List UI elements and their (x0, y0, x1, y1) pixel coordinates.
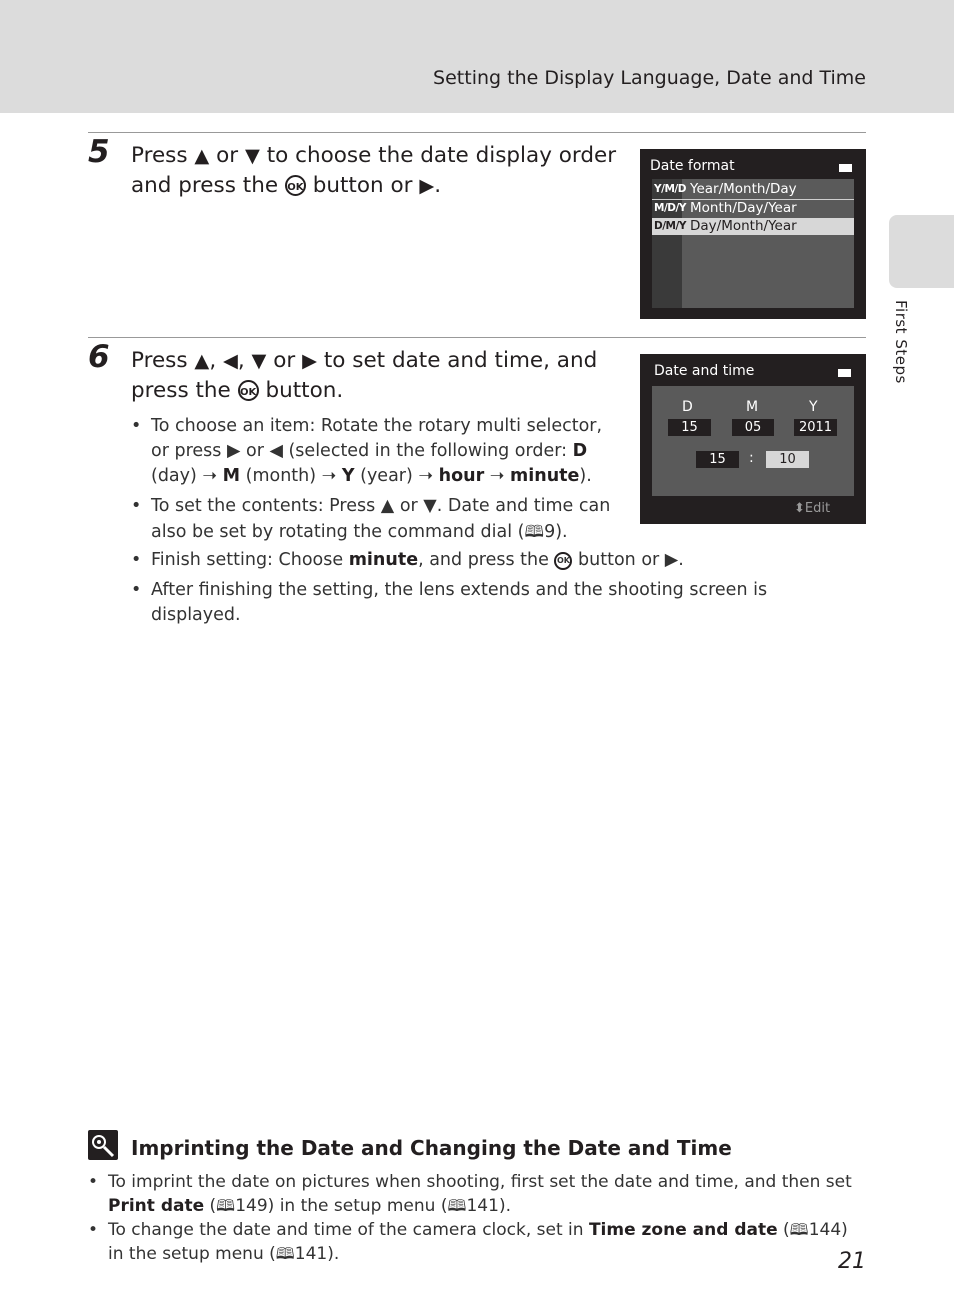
edit-label: Edit (804, 501, 831, 516)
up-arrow-icon: ▲ (194, 349, 210, 372)
day-label: D (682, 399, 693, 415)
screen-title: Date format (650, 158, 735, 174)
step6-text: to set date and time, and press the (131, 348, 598, 403)
menu-item-label: Month/Day/Year (690, 200, 797, 216)
date-time-screen (640, 354, 866, 524)
down-arrow-icon: ▼ (423, 496, 437, 516)
bold-term: M (222, 466, 241, 486)
bullet-text: ). (579, 466, 592, 486)
bullet-text: button or (572, 550, 665, 570)
up-arrow-icon: ▲ (194, 144, 210, 167)
section-label: First Steps (892, 300, 910, 384)
ymd-icon: Y/M/D (654, 183, 686, 195)
step5-text: to choose the date display order and press the (131, 143, 617, 198)
bullet-item (131, 548, 851, 573)
bullet-item (131, 578, 851, 628)
step5-number: 5 (88, 134, 110, 170)
day-field[interactable]: 15 (668, 419, 711, 436)
note-text: ). (498, 1196, 511, 1216)
note-item (88, 1218, 868, 1266)
ok-button-icon: OK (238, 380, 259, 401)
step5-text: Press (131, 143, 195, 168)
right-arrow-icon: ▶ (302, 349, 317, 372)
month-field[interactable]: 05 (732, 419, 774, 436)
bullet-item (131, 414, 611, 489)
screen-title: Date and time (654, 363, 755, 379)
year-label: Y (809, 399, 818, 415)
left-arrow-icon: ◀ (269, 441, 283, 461)
bold-term: Print date (108, 1196, 205, 1216)
step6-text: Press (131, 348, 195, 373)
ok-button-icon: OK (554, 552, 572, 570)
header-title: Setting the Display Language, Date and Time (433, 67, 866, 89)
menu-item-label: Year/Month/Day (690, 181, 797, 197)
mdy-icon: M/D/Y (654, 202, 686, 214)
menu-item-mdy[interactable] (652, 199, 854, 217)
note-text: ( (204, 1196, 217, 1216)
menu-item-dmy[interactable] (652, 218, 854, 235)
note-text: ( (777, 1220, 790, 1240)
note-text: To change the date and time of the camera clock, set in (108, 1220, 589, 1240)
note-text: To imprint the date on pictures when shooting, first set the date and time, and then set (108, 1172, 852, 1192)
bullet-text: . (678, 550, 684, 570)
bullet-text: ➝ (484, 466, 510, 486)
down-arrow-icon: ▼ (244, 144, 260, 167)
up-arrow-icon: ▲ (380, 496, 395, 516)
bullet-text: or (394, 496, 424, 516)
bullet-text: Finish setting: Choose (151, 550, 349, 570)
step5-text: . (434, 173, 442, 198)
bullet-text: or (240, 441, 270, 461)
bold-term: minute (510, 466, 580, 486)
book-reference-icon: 🕮 (789, 1220, 809, 1239)
up-down-arrow-icon: ⬍ (794, 501, 805, 516)
step6-text: or (266, 348, 303, 373)
hour-field[interactable]: 15 (696, 451, 739, 468)
step6-text: , (237, 348, 252, 373)
page-reference: 144 (808, 1220, 842, 1240)
menu-item-ymd[interactable] (652, 181, 854, 198)
page-header (0, 0, 954, 113)
dmy-icon: D/M/Y (654, 220, 686, 232)
step6-bullets-wide (131, 548, 851, 633)
page-reference: 141 (466, 1196, 499, 1216)
bold-term: hour (438, 466, 485, 486)
ok-button-icon: OK (285, 175, 306, 196)
camera-tips-icon-graphic (88, 1130, 118, 1160)
step5-text: button or (305, 173, 420, 198)
left-arrow-icon: ◀ (222, 349, 238, 372)
time-separator: : (749, 450, 754, 466)
step5-instruction (131, 141, 621, 201)
bullet-text: To choose an item: Rotate the rotary multi selector, or press (151, 416, 603, 461)
step6-instruction (131, 346, 621, 406)
year-field[interactable]: 2011 (794, 419, 837, 436)
bullet-text: , and press the (418, 550, 555, 570)
step6-text: , (209, 348, 223, 373)
bold-term: D (572, 441, 588, 461)
step6-number: 6 (88, 339, 110, 375)
bullet-text: . Date and time can also be set by rotating the command dial ( (151, 496, 611, 542)
bullet-item (131, 494, 611, 545)
step6-text: button. (258, 378, 344, 403)
bullet-text: (month) ➝ (240, 466, 342, 486)
step5-divider (88, 132, 866, 133)
step6-divider (88, 337, 866, 338)
step5-text: or (209, 143, 245, 168)
step6-bullets (131, 414, 611, 550)
book-reference-icon: 🕮 (524, 522, 545, 541)
month-label: M (746, 399, 759, 415)
bullet-text: (selected in the following order: (282, 441, 573, 461)
page-reference: 9 (544, 522, 556, 542)
bullet-text: (day) ➝ (151, 466, 223, 486)
page-reference: 149 (235, 1196, 268, 1216)
date-time-panel (652, 386, 854, 496)
section-tab (889, 215, 954, 288)
note-title: Imprinting the Date and Changing the Date and Time (131, 1136, 732, 1160)
edit-hint (794, 501, 830, 516)
bold-term: Y (341, 466, 355, 486)
menu-item-label: Day/Month/Year (690, 218, 797, 234)
right-arrow-icon: ▶ (226, 441, 241, 461)
page-number: 21 (838, 1249, 866, 1274)
note-list (88, 1170, 868, 1266)
bullet-text: ). (555, 522, 568, 542)
right-arrow-icon: ▶ (419, 174, 435, 197)
bullet-text: To set the contents: Press (151, 496, 381, 516)
book-reference-icon: 🕮 (447, 1196, 467, 1215)
book-reference-icon: 🕮 (216, 1196, 236, 1215)
camera-tips-icon (88, 1130, 118, 1160)
note-text: ) in the setup menu ( (108, 1220, 848, 1264)
note-text: ). (327, 1244, 340, 1264)
down-arrow-icon: ▼ (251, 349, 267, 372)
bold-term: Time zone and date (588, 1220, 778, 1240)
minute-field[interactable]: 10 (766, 451, 809, 468)
book-reference-icon: 🕮 (275, 1244, 295, 1263)
bullet-text: (year) ➝ (354, 466, 439, 486)
note-text: ) in the setup menu ( (267, 1196, 448, 1216)
right-arrow-icon: ▶ (664, 550, 679, 570)
note-item (88, 1170, 868, 1218)
battery-icon (838, 369, 851, 377)
bold-term: minute (348, 550, 419, 570)
menu-panel (652, 179, 854, 308)
date-format-screen (640, 149, 866, 319)
battery-icon (839, 164, 852, 172)
bullet-text: After finishing the setting, the lens extends and the shooting screen is displayed. (151, 580, 768, 625)
page-reference: 141 (294, 1244, 328, 1264)
